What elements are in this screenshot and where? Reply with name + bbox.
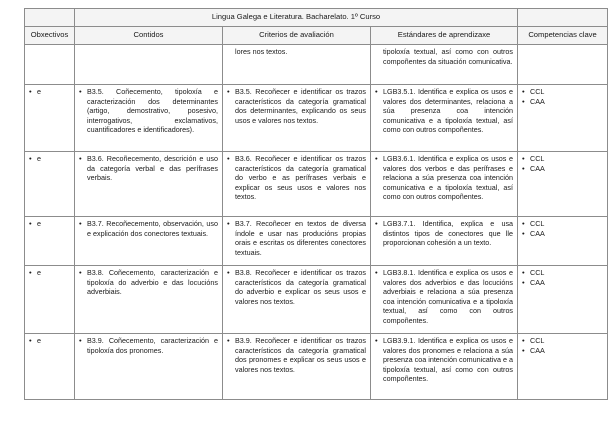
continuation-content bbox=[75, 45, 223, 85]
standard-cell bbox=[371, 85, 518, 152]
objective-item: • e bbox=[29, 154, 70, 164]
standard-item: • LGB3.7.1. Identifica, explica e usa distintos tipos de conectores que lle proporcionan cohesión a un texto. bbox=[375, 219, 513, 248]
competence-item: • CCL bbox=[522, 336, 603, 346]
criterion-item: • B3.5. Recoñecer e identificar os trazos característicos da categoría gramatical dos determinantes, explicando os seus usos e valores nos textos. bbox=[227, 87, 366, 125]
content-item: • B3.9. Coñecemento, caracterización e tipoloxía dos pronomes. bbox=[79, 336, 218, 355]
table-row bbox=[25, 217, 608, 266]
objective-cell bbox=[25, 266, 75, 334]
continuation-objective bbox=[25, 45, 75, 85]
title-blank-right bbox=[518, 9, 608, 27]
criterion-cell bbox=[223, 266, 371, 334]
header-criteria: Criterios de avaliación bbox=[223, 27, 371, 45]
competences-cell bbox=[518, 217, 608, 266]
objective-cell bbox=[25, 85, 75, 152]
criterion-cell bbox=[223, 152, 371, 217]
content-item: • B3.6. Recoñecemento, descrición e uso da categoría verbal e das perífrases verbais. bbox=[79, 154, 218, 183]
continuation-criterion-text: lores nos textos. bbox=[235, 47, 288, 57]
continuation-standard bbox=[371, 45, 518, 85]
objective-item: • e bbox=[29, 336, 70, 346]
content-cell bbox=[75, 85, 223, 152]
standard-cell bbox=[371, 217, 518, 266]
objective-cell bbox=[25, 217, 75, 266]
standard-item: • LGB3.8.1. Identifica e explica os usos e valores dos adverbios e das locucións adverbiais e relaciona a súa presenza coa intención comunicativa e a tipoloxía textual, así como con outros compoñentes. bbox=[375, 268, 513, 325]
objective-cell bbox=[25, 334, 75, 400]
criterion-item: • B3.7. Recoñecer en textos de diversa índole e usar nas producións propias orais e escritas os diferentes conectores textuais. bbox=[227, 219, 366, 257]
competences-cell bbox=[518, 152, 608, 217]
table-title: Lingua Galega e Literatura. Bacharelato. 1º Curso bbox=[75, 9, 518, 27]
header-standards: Estándares de aprendizaxe bbox=[371, 27, 518, 45]
competence-item: • CCL bbox=[522, 219, 603, 229]
competence-item: • CAA bbox=[522, 229, 603, 239]
continuation-criterion bbox=[223, 45, 371, 85]
competence-item: • CCL bbox=[522, 268, 603, 278]
continuation-competences bbox=[518, 45, 608, 85]
continuation-row bbox=[25, 45, 608, 85]
criterion-cell bbox=[223, 334, 371, 400]
standard-item: • LGB3.9.1. Identifica e explica os usos e valores dos pronomes e relaciona a súa presenza coa intención comunicativa e a tipoloxía textual, así como con outros compoñentes. bbox=[375, 336, 513, 384]
competences-cell bbox=[518, 85, 608, 152]
competences-cell bbox=[518, 334, 608, 400]
criterion-cell bbox=[223, 217, 371, 266]
objective-item: • e bbox=[29, 268, 70, 278]
standard-item: • LGB3.5.1. Identifica e explica os usos e valores dos determinantes, relaciona a súa presenza coa intención comunicativa e a tipoloxía textual, así como con outros compoñentes. bbox=[375, 87, 513, 135]
objective-item: • e bbox=[29, 87, 70, 97]
title-blank-left bbox=[25, 9, 75, 27]
competence-item: • CCL bbox=[522, 87, 603, 97]
header-competences: Competencias clave bbox=[518, 27, 608, 45]
content-cell bbox=[75, 334, 223, 400]
criterion-item: • B3.6. Recoñecer e identificar os trazos característicos da categoría gramatical do verbo e as perífrases verbais e explicar os seus usos e valores nos textos. bbox=[227, 154, 366, 202]
competence-item: • CCL bbox=[522, 154, 603, 164]
header-objectives: Obxectivos bbox=[25, 27, 75, 45]
competences-cell bbox=[518, 266, 608, 334]
competence-item: • CAA bbox=[522, 97, 603, 107]
table-header-row bbox=[25, 27, 608, 45]
competence-item: • CAA bbox=[522, 278, 603, 288]
criterion-cell bbox=[223, 85, 371, 152]
criterion-item: • B3.8. Recoñecer e identificar os trazos característicos da categoría gramatical do adverbio e explicar os seus usos e valores nos textos. bbox=[227, 268, 366, 306]
header-contents: Contidos bbox=[75, 27, 223, 45]
table-row bbox=[25, 266, 608, 334]
continuation-standard-text: tipoloxía textual, así como con outros compoñentes da situación comunicativa. bbox=[383, 47, 514, 66]
objective-cell bbox=[25, 152, 75, 217]
competence-item: • CAA bbox=[522, 346, 603, 356]
standard-cell bbox=[371, 152, 518, 217]
table-row bbox=[25, 334, 608, 400]
standard-item: • LGB3.6.1. Identifica e explica os usos e valores dos verbos e das perífrases e relaciona a súa presenza coa intención comunicativa e a tipoloxía textual, así como con outros compoñentes. bbox=[375, 154, 513, 202]
table-title-row bbox=[25, 9, 608, 27]
objective-item: • e bbox=[29, 219, 70, 229]
table-row bbox=[25, 152, 608, 217]
content-item: • B3.7. Recoñecemento, observación, uso e explicación dos conectores textuais. bbox=[79, 219, 218, 238]
curriculum-page bbox=[24, 8, 607, 400]
table-row bbox=[25, 85, 608, 152]
content-item: • B3.8. Coñecemento, caracterización e tipoloxía do adverbio e das locucións adverbiais. bbox=[79, 268, 218, 297]
content-cell bbox=[75, 152, 223, 217]
content-item: • B3.5. Coñecemento, tipoloxía e caracterización dos determinantes (artigo, demostrativo, posesivo, interrogativos, exclamativos, cuantificadores e identificadores). bbox=[79, 87, 218, 135]
standard-cell bbox=[371, 334, 518, 400]
competence-item: • CAA bbox=[522, 164, 603, 174]
content-cell bbox=[75, 217, 223, 266]
curriculum-table bbox=[24, 8, 608, 400]
criterion-item: • B3.9. Recoñecer e identificar os trazos característicos da categoría gramatical dos pronomes e explicar os seus usos e valores nos textos. bbox=[227, 336, 366, 374]
standard-cell bbox=[371, 266, 518, 334]
content-cell bbox=[75, 266, 223, 334]
